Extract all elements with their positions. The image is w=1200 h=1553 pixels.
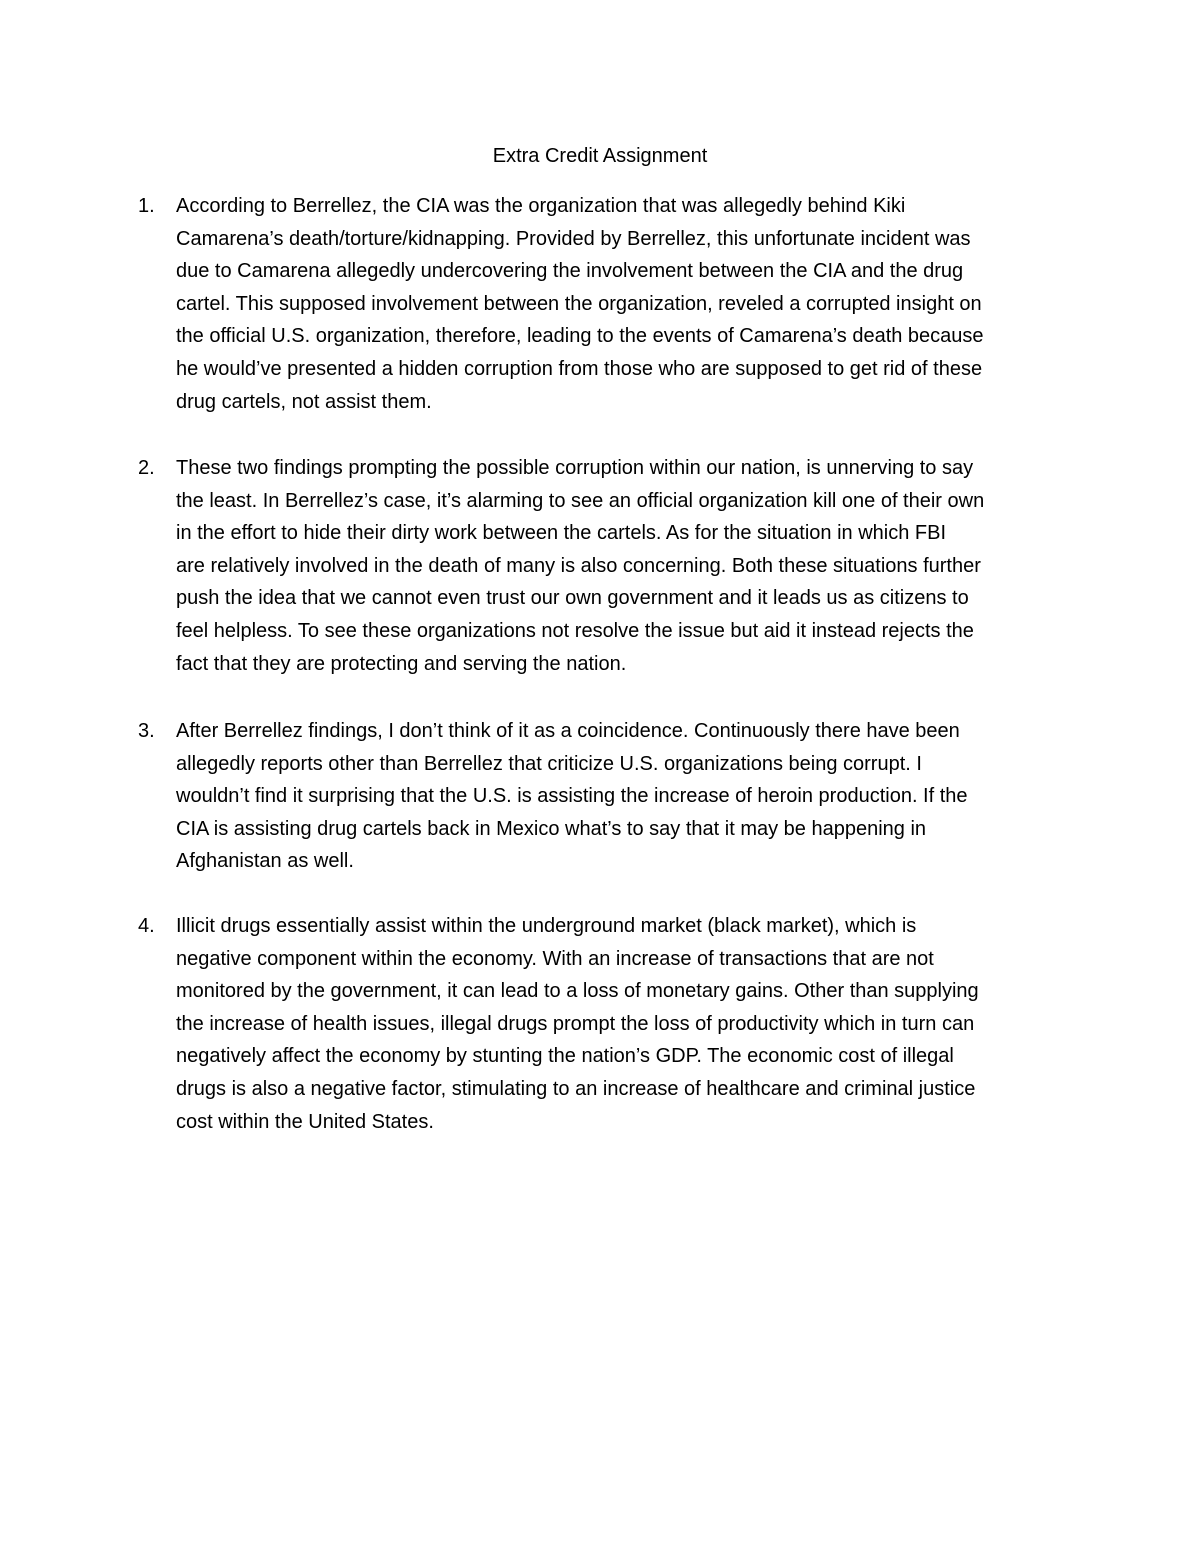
list-item-number: 2. — [138, 457, 155, 479]
text-line: After Berrellez findings, I don’t think of it as a coincidence. Continuously there have been — [176, 720, 960, 742]
text-line: in the effort to hide their dirty work between the cartels. As for the situation in which FBI — [176, 522, 947, 545]
text-line: wouldn’t find it surprising that the U.S. is assisting the increase of heroin production. If the — [176, 785, 968, 808]
text-line: fact that they are protecting and serving the nation. — [176, 652, 627, 675]
list-item-number: 4. — [138, 915, 155, 937]
text-line: monitored by the government, it can lead to a loss of monetary gains. Other than supplying — [176, 980, 979, 1003]
list-item-number: 1. — [138, 195, 155, 217]
text-line: Camarena’s death/torture/kidnapping. Provided by Berrellez, this unfortunate incident was — [176, 227, 971, 250]
text-line: Illicit drugs essentially assist within the underground market (black market), which is — [176, 915, 917, 937]
text-line: the increase of health issues, illegal drugs prompt the loss of productivity which in turn can — [176, 1012, 975, 1035]
page-title: Extra Credit Assignment — [492, 145, 708, 167]
text-line: he would’ve presented a hidden corruption from those who are supposed to get rid of these — [176, 357, 983, 380]
text-line: According to Berrellez, the CIA was the organization that was allegedly behind Kiki — [176, 195, 906, 217]
list-item-text — [176, 715, 1068, 878]
text-line: the least. In Berrellez’s case, it’s alarming to see an official organization kill one of their own — [176, 489, 985, 512]
text-line: These two findings prompting the possible corruption within our nation, is unnerving to say — [176, 457, 974, 479]
text-line: are relatively involved in the death of many is also concerning. Both these situations further — [176, 554, 981, 577]
text-line: allegedly reports other than Berrellez that criticize U.S. organizations being corrupt. I — [176, 752, 922, 775]
text-line: CIA is assisting drug cartels back in Mexico what’s to say that it may be happening in — [176, 817, 927, 840]
text-line: negative component within the economy. With an increase of transactions that are not — [176, 947, 934, 970]
list-item-text — [176, 452, 1068, 680]
text-line: push the idea that we cannot even trust our own government and it leads us as citizens to — [176, 587, 969, 610]
text-line: the official U.S. organization, therefore, leading to the events of Camarena’s death because — [176, 325, 984, 348]
text-line: Afghanistan as well. — [176, 850, 354, 873]
text-line: cost within the United States. — [176, 1110, 434, 1133]
text-line: cartel. This supposed involvement between the organization, reveled a corrupted insight on — [176, 292, 982, 315]
text-line: negatively affect the economy by stunting the nation’s GDP. The economic cost of illegal — [176, 1045, 954, 1068]
text-line: due to Camarena allegedly undercovering the involvement between the CIA and the drug — [176, 260, 964, 283]
text-line: drug cartels, not assist them. — [176, 390, 432, 413]
list-item-text — [176, 190, 1068, 418]
list-item-number: 3. — [138, 720, 155, 742]
list-item-text — [176, 910, 1068, 1138]
text-line: feel helpless. To see these organizations not resolve the issue but aid it instead rejects the — [176, 619, 974, 642]
text-line: drugs is also a negative factor, stimulating to an increase of healthcare and criminal justice — [176, 1077, 976, 1100]
